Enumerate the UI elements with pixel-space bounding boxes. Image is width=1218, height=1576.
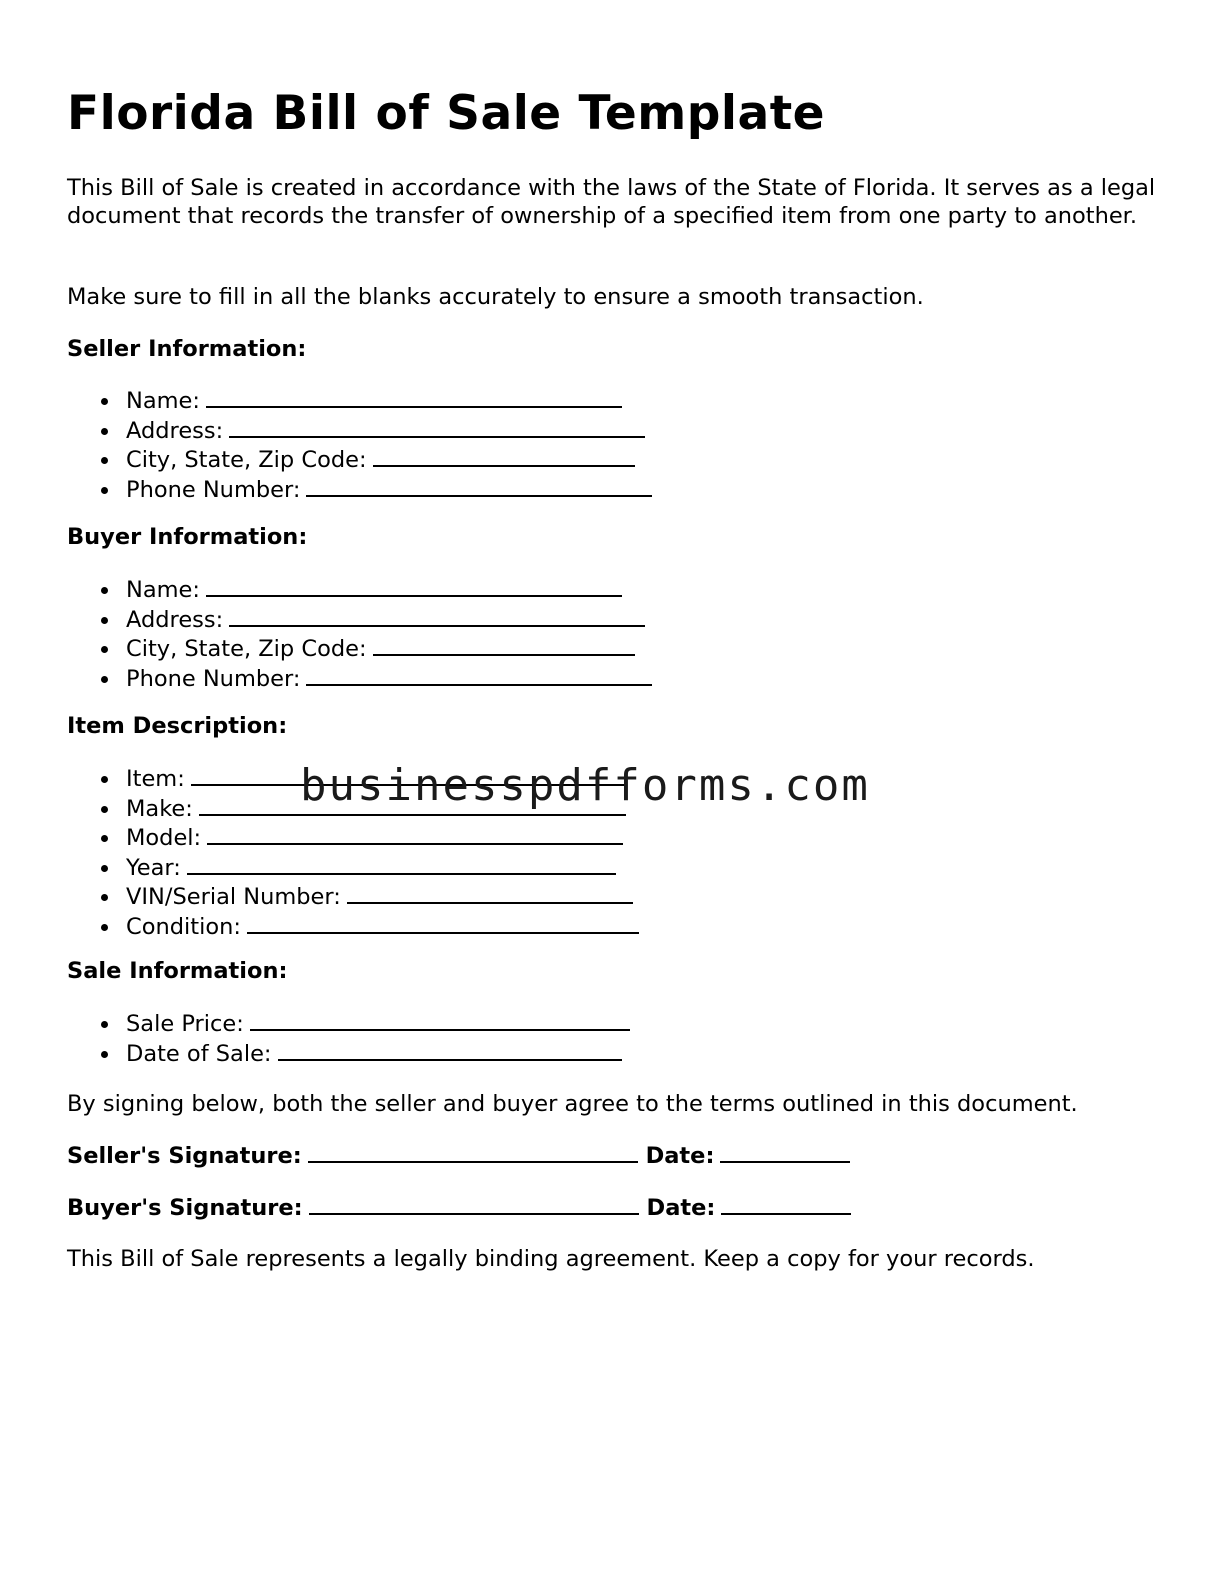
- item-vin-serial-field: [67, 882, 639, 912]
- sale-price-field: [67, 1009, 630, 1039]
- page-title: Florida Bill of Sale Template: [67, 86, 826, 141]
- field-label: Date of Sale:: [126, 1040, 272, 1067]
- fill-blank[interactable]: [247, 912, 639, 934]
- agreement-paragraph: By signing below, both the seller and buyer agree to the terms outlined in this document.: [67, 1091, 1078, 1117]
- field-label: Item:: [126, 766, 185, 792]
- seller-phone-field: [67, 475, 652, 505]
- field-label: Condition:: [126, 913, 241, 940]
- fill-blank[interactable]: [306, 475, 652, 497]
- fill-blank[interactable]: [306, 664, 652, 686]
- buyer-name-field: [67, 575, 652, 605]
- item-condition-field: [67, 912, 639, 942]
- fill-blank[interactable]: [250, 1009, 630, 1031]
- seller-city-state-zip-field: [67, 445, 652, 475]
- seller-field-list: [67, 386, 652, 504]
- fill-blank[interactable]: [278, 1039, 622, 1061]
- seller-date-label: Date:: [645, 1143, 715, 1169]
- watermark-text: businesspdfforms.com: [300, 760, 870, 811]
- fill-blank[interactable]: [207, 823, 623, 845]
- fill-blank[interactable]: [187, 853, 616, 875]
- buyer-phone-field: [67, 664, 652, 694]
- field-label: Make:: [126, 795, 193, 822]
- field-label: Year:: [126, 854, 181, 881]
- field-label: Name:: [126, 388, 200, 414]
- field-label: City, State, Zip Code:: [126, 636, 367, 662]
- intro-paragraph: This Bill of Sale is created in accordance with the laws of the State of Florida. It serves as a legal document that records the transfer of ownership of a specified item from one party to another.: [67, 175, 1156, 229]
- sale-date-field: [67, 1039, 630, 1069]
- seller-signature-label: Seller's Signature:: [67, 1143, 302, 1169]
- buyer-heading: Buyer Information:: [67, 524, 308, 550]
- field-label: City, State, Zip Code:: [126, 447, 367, 473]
- fill-blank[interactable]: [206, 386, 622, 408]
- footer-paragraph: This Bill of Sale represents a legally binding agreement. Keep a copy for your records.: [67, 1246, 1035, 1272]
- sale-heading: Sale Information:: [67, 958, 288, 984]
- seller-heading: Seller Information:: [67, 336, 307, 362]
- buyer-signature-label: Buyer's Signature:: [67, 1195, 303, 1221]
- field-label: Model:: [126, 825, 202, 851]
- buyer-signature-line: [67, 1193, 851, 1222]
- field-label: Phone Number:: [126, 665, 301, 692]
- item-heading: Item Description:: [67, 713, 288, 739]
- buyer-field-list: [67, 575, 652, 693]
- fill-blank[interactable]: [229, 605, 645, 627]
- fill-blank[interactable]: [347, 882, 633, 904]
- item-model-field: [67, 823, 639, 853]
- seller-signature-blank[interactable]: [308, 1141, 638, 1163]
- buyer-signature-blank[interactable]: [309, 1193, 639, 1215]
- field-label: Phone Number:: [126, 476, 301, 503]
- seller-date-blank[interactable]: [720, 1141, 850, 1163]
- buyer-address-field: [67, 605, 652, 635]
- fill-blank[interactable]: [373, 445, 635, 467]
- field-label: Name:: [126, 577, 200, 603]
- fill-blank[interactable]: [373, 634, 635, 656]
- sale-field-list: [67, 1009, 630, 1068]
- item-year-field: [67, 853, 639, 883]
- seller-address-field: [67, 416, 652, 446]
- seller-name-field: [67, 386, 652, 416]
- field-label: Address:: [126, 606, 224, 633]
- seller-signature-line: [67, 1141, 850, 1170]
- field-label: Sale Price:: [126, 1011, 244, 1037]
- instruction-paragraph: Make sure to fill in all the blanks accurately to ensure a smooth transaction.: [67, 284, 924, 310]
- buyer-city-state-zip-field: [67, 634, 652, 664]
- field-label: VIN/Serial Number:: [126, 884, 341, 910]
- buyer-date-label: Date:: [646, 1195, 716, 1221]
- buyer-date-blank[interactable]: [721, 1193, 851, 1215]
- field-label: Address:: [126, 417, 224, 444]
- fill-blank[interactable]: [206, 575, 622, 597]
- fill-blank[interactable]: [229, 416, 645, 438]
